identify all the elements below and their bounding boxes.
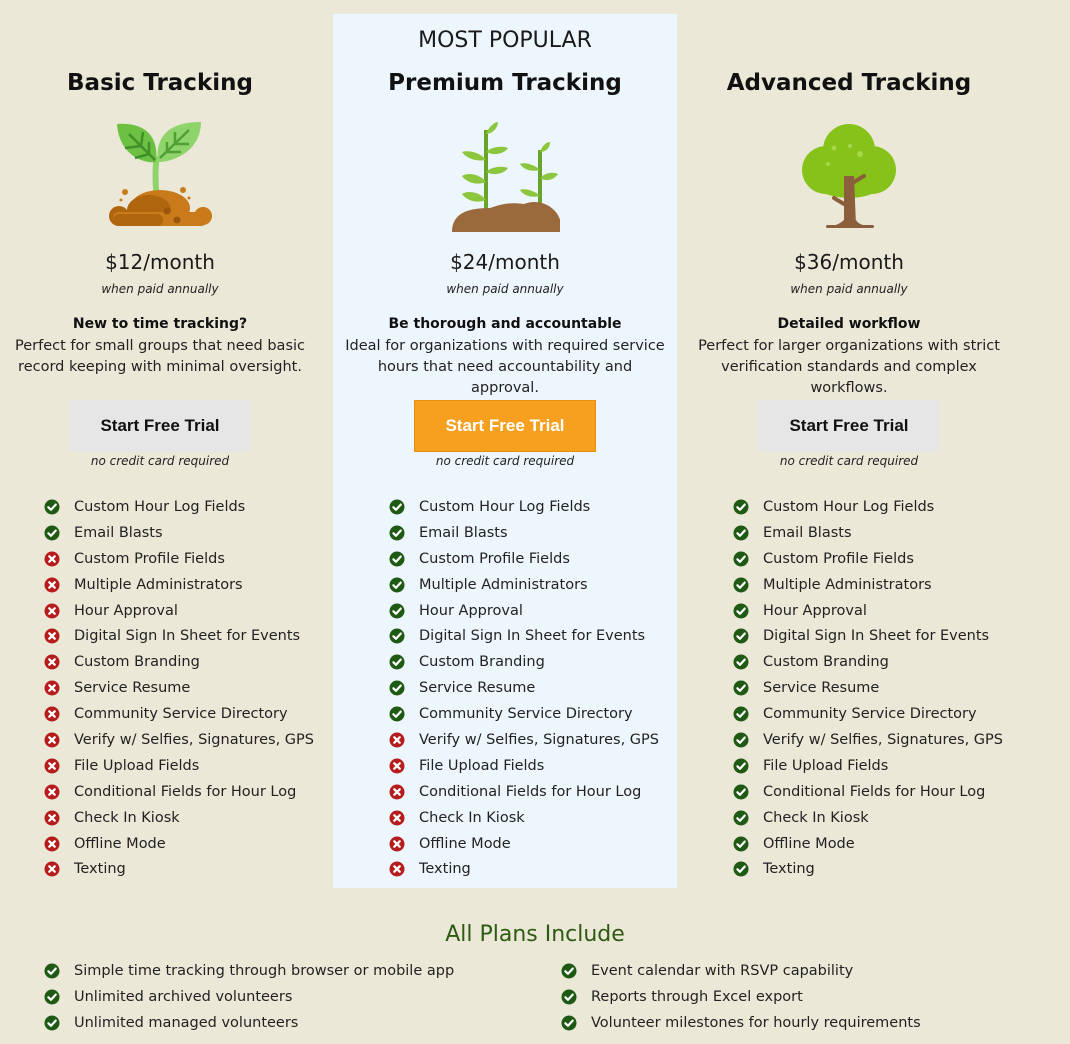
check-circle-icon [389,525,405,541]
feature-item [389,649,659,675]
check-circle-icon [733,836,749,852]
feature-item [44,805,314,831]
feature-label: Custom Branding [419,654,545,671]
feature-label: Hour Approval [74,602,178,619]
check-circle-icon [733,758,749,774]
feature-item [389,856,659,882]
feature-item [44,494,314,520]
feature-item [733,701,1003,727]
feature-item [733,623,1003,649]
feature-label: Unlimited managed volunteers [74,1015,299,1031]
feature-item [44,701,314,727]
feature-item [44,958,454,984]
feature-label: Hour Approval [419,602,523,619]
check-circle-icon [561,963,577,979]
check-circle-icon [44,989,60,1005]
x-circle-icon [44,577,60,593]
check-circle-icon [389,680,405,696]
check-circle-icon [389,628,405,644]
feature-label: Check In Kiosk [419,809,525,826]
feature-item [44,831,314,857]
plants-icon [450,120,560,232]
price-note: when paid annually [101,282,219,296]
check-circle-icon [733,810,749,826]
feature-item [733,598,1003,624]
feature-label: Simple time tracking through browser or mobile app [74,963,455,979]
feature-label: Texting [419,861,471,878]
plan-description: Perfect for larger organizations with strict verification standards and complex workflows. [698,338,1000,396]
most-popular-badge: MOST POPULAR [418,28,592,53]
check-circle-icon [733,654,749,670]
start-free-trial-button-basic[interactable]: Start Free Trial [69,400,251,452]
feature-item [44,649,314,675]
check-circle-icon [389,706,405,722]
feature-label: Custom Hour Log Fields [74,498,246,515]
feature-label: Conditional Fields for Hour Log [74,783,297,800]
feature-label: Digital Sign In Sheet for Events [419,628,646,645]
feature-item [733,727,1003,753]
feature-label: Offline Mode [74,835,166,852]
x-circle-icon [44,836,60,852]
feature-label: Offline Mode [763,835,855,852]
check-circle-icon [733,525,749,541]
feature-label: Email Blasts [763,524,852,541]
feature-item [44,856,314,882]
feature-item [561,958,921,984]
plan-advanced [677,14,1021,888]
all-plans-list-right [561,958,921,1036]
feature-label: Check In Kiosk [763,809,869,826]
start-free-trial-button-premium[interactable]: Start Free Trial [414,400,596,452]
feature-label: File Upload Fields [419,757,545,774]
check-circle-icon [733,680,749,696]
start-free-trial-button-advanced[interactable]: Start Free Trial [758,400,940,452]
feature-label: Custom Branding [74,654,200,671]
plan-premium [333,14,677,888]
plan-title: Basic Tracking [67,70,253,96]
x-circle-icon [44,861,60,877]
sprout-icon [105,120,215,232]
feature-label: Verify w/ Selfies, Signatures, GPS [419,731,659,748]
feature-item [389,623,659,649]
cta-note: no credit card required [435,454,575,468]
feature-item [44,753,314,779]
x-circle-icon [44,603,60,619]
tree-icon [794,120,904,232]
feature-item [389,831,659,857]
check-circle-icon [561,1015,577,1031]
feature-label: Custom Hour Log Fields [419,498,591,515]
plan-price: $24/month [450,250,560,274]
feature-label: Unlimited archived volunteers [74,989,293,1005]
feature-label: File Upload Fields [763,757,889,774]
cta-note: no credit card required [779,454,919,468]
check-circle-icon [733,628,749,644]
feature-label: Custom Profile Fields [763,550,914,567]
plan-tagline: Detailed workflow [777,316,921,332]
check-circle-icon [733,577,749,593]
x-circle-icon [389,784,405,800]
feature-label: Texting [74,861,126,878]
x-circle-icon [389,861,405,877]
feature-item [44,675,314,701]
feature-label: Conditional Fields for Hour Log [763,783,986,800]
check-circle-icon [389,551,405,567]
feature-label: Conditional Fields for Hour Log [419,783,642,800]
feature-list [733,494,1003,882]
feature-label: Texting [763,861,815,878]
feature-item [389,779,659,805]
feature-item [389,753,659,779]
x-circle-icon [44,654,60,670]
feature-list [44,494,314,882]
plan-title: Advanced Tracking [726,70,972,96]
feature-label: Custom Profile Fields [74,550,225,567]
feature-item [733,753,1003,779]
check-circle-icon [389,499,405,515]
all-plans-include-title: All Plans Include [445,922,625,947]
check-circle-icon [389,603,405,619]
feature-label: Custom Profile Fields [419,550,570,567]
feature-item [389,572,659,598]
check-circle-icon [389,577,405,593]
feature-item [44,572,314,598]
feature-label: Community Service Directory [419,706,633,723]
check-circle-icon [733,706,749,722]
feature-label: Digital Sign In Sheet for Events [74,628,301,645]
x-circle-icon [44,758,60,774]
feature-label: Service Resume [763,680,880,697]
feature-label: Email Blasts [74,524,163,541]
check-circle-icon [389,654,405,670]
feature-item [733,831,1003,857]
feature-list [389,494,659,882]
x-circle-icon [44,784,60,800]
feature-item [733,675,1003,701]
feature-label: Multiple Administrators [74,576,243,593]
check-circle-icon [561,989,577,1005]
x-circle-icon [44,628,60,644]
plan-title: Premium Tracking [388,70,622,96]
plan-description: Ideal for organizations with required service hours that need accountability and approval. [345,338,665,396]
feature-label: Digital Sign In Sheet for Events [763,628,990,645]
x-circle-icon [389,836,405,852]
feature-item [44,984,454,1010]
feature-label: Email Blasts [419,524,508,541]
feature-label: Service Resume [74,680,191,697]
feature-item [44,1010,454,1036]
feature-item [389,598,659,624]
feature-item [733,546,1003,572]
feature-item [389,805,659,831]
feature-label: Check In Kiosk [74,809,180,826]
check-circle-icon [44,963,60,979]
feature-label: Offline Mode [419,835,511,852]
feature-label: Service Resume [419,680,536,697]
feature-label: Community Service Directory [74,706,288,723]
x-circle-icon [44,680,60,696]
feature-label: Custom Branding [763,654,889,671]
feature-item [389,494,659,520]
x-circle-icon [389,810,405,826]
plan-tagline: Be thorough and accountable [388,316,622,332]
feature-item [733,494,1003,520]
feature-label: Hour Approval [763,602,867,619]
all-plans-list-left [44,958,454,1036]
feature-item [389,675,659,701]
feature-item [561,1010,921,1036]
feature-item [44,598,314,624]
feature-item [561,984,921,1010]
plan-basic [0,14,332,888]
feature-item [733,649,1003,675]
cta-note: no credit card required [90,454,230,468]
feature-item [44,779,314,805]
check-circle-icon [733,784,749,800]
feature-item [733,520,1003,546]
feature-label: Custom Hour Log Fields [763,498,935,515]
feature-item [733,856,1003,882]
feature-label: Verify w/ Selfies, Signatures, GPS [763,731,1003,748]
feature-item [389,701,659,727]
feature-item [733,572,1003,598]
x-circle-icon [44,810,60,826]
check-circle-icon [733,603,749,619]
check-circle-icon [733,551,749,567]
check-circle-icon [44,525,60,541]
feature-item [389,546,659,572]
check-circle-icon [44,1015,60,1031]
feature-item [44,727,314,753]
price-note: when paid annually [790,282,908,296]
feature-item [389,520,659,546]
feature-item [44,520,314,546]
feature-label: Community Service Directory [763,706,977,723]
x-circle-icon [389,758,405,774]
plan-price: $12/month [105,250,215,274]
plan-tagline: New to time tracking? [72,316,248,332]
feature-item [733,779,1003,805]
check-circle-icon [733,499,749,515]
price-note: when paid annually [446,282,564,296]
x-circle-icon [44,551,60,567]
x-circle-icon [44,706,60,722]
feature-label: Verify w/ Selfies, Signatures, GPS [74,731,314,748]
feature-label: Reports through Excel export [591,989,803,1005]
feature-label: Volunteer milestones for hourly requirements [591,1015,921,1031]
x-circle-icon [44,732,60,748]
check-circle-icon [44,499,60,515]
feature-label: File Upload Fields [74,757,200,774]
feature-item [733,805,1003,831]
plan-price: $36/month [794,250,904,274]
feature-item [44,623,314,649]
check-circle-icon [733,732,749,748]
x-circle-icon [389,732,405,748]
feature-label: Multiple Administrators [763,576,932,593]
feature-label: Multiple Administrators [419,576,588,593]
feature-label: Event calendar with RSVP capability [591,963,854,979]
plan-description: Perfect for small groups that need basic record keeping with minimal oversight. [15,338,305,375]
check-circle-icon [733,861,749,877]
feature-item [389,727,659,753]
feature-item [44,546,314,572]
